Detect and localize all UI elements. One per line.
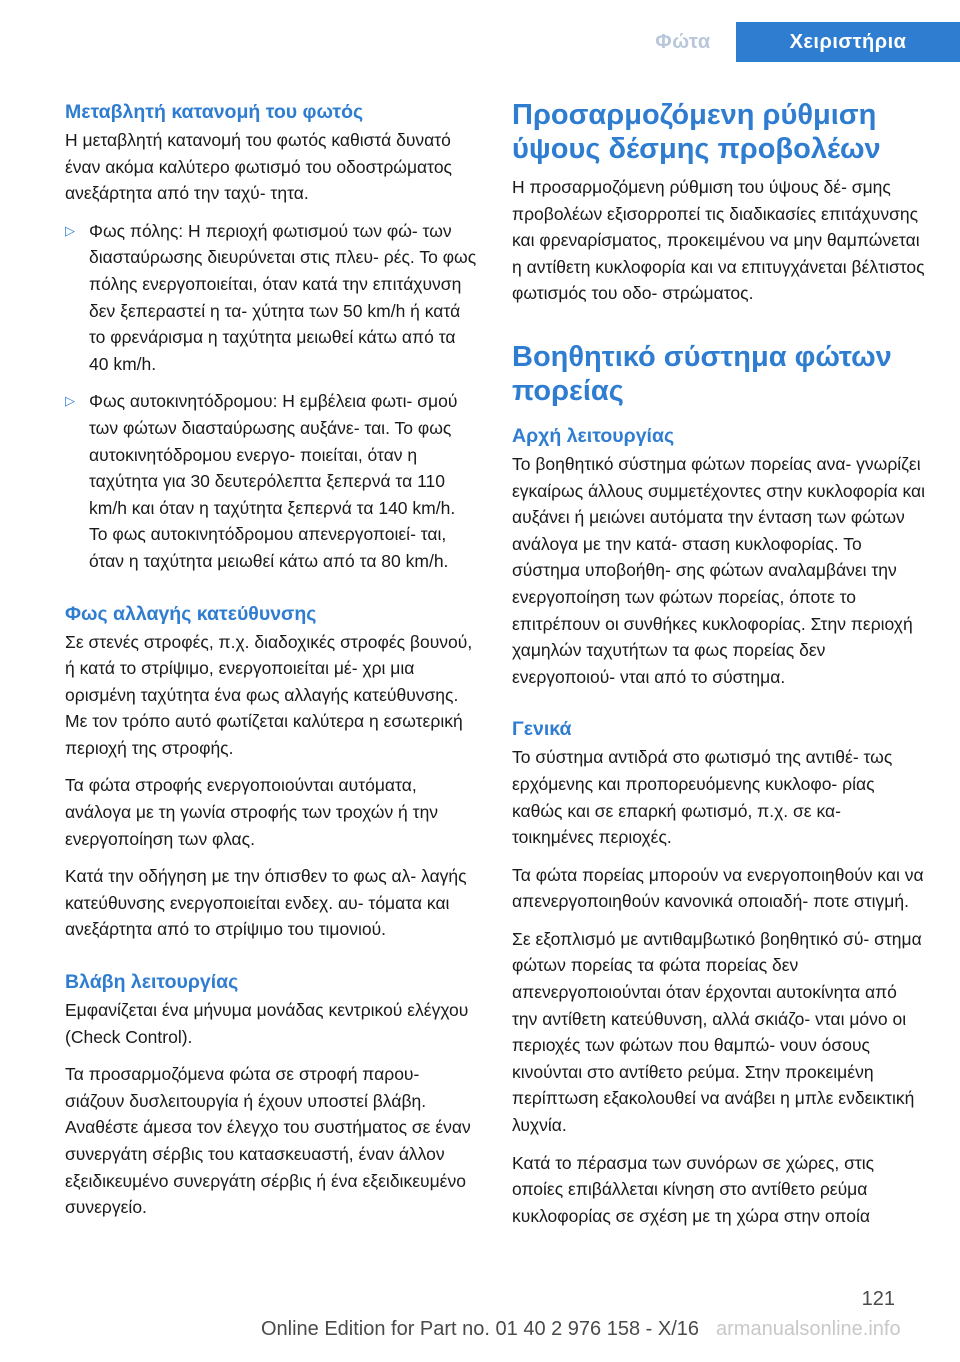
bullet-text: Φως πόλης: Η περιοχή φωτισμού των φώ‐ των διασταύρωσης διευρύνεται στις πλευ‐ ρές. Το φως πόλης ενεργοποιείται, όταν κατά την επιτάχυνση δεν ξεπεραστεί η τα‐ χύτητα των 50 km/h ή κατά το φρενάρισμα η ταχύτητα μειωθεί κάτω από τα 40 km/h. [89,220,477,374]
bullet-text: Φως αυτοκινητόδρομου: Η εμβέλεια φωτι‐ σμού των φώτων διασταύρωσης αυξάνε‐ ται. Το φως αυτοκινητόδρομου ενεργο‐ ποιείται, όταν η ταχύτητα για 30 δευτερόλεπτα ξεπερνά τα 110 km/h και όταν η ταχύτητα ξεπερνά τα 140 km/h. Το φως αυτοκινητόδρομου απενεργοποιεί‐ ται, όταν η ταχύτητα μειωθεί κάτω από τα 80 km/h. [89,391,458,571]
bullet-triangle-icon: ▷ [65,393,75,409]
bullet-city-light [65,218,478,378]
paragraph: Σε εξοπλισμό με αντιθαμβωτικό βοηθητικό σύ‐ στημα φώτων πορείας τα φώτα πορείας δεν απενεργοποιούνται όταν έρχονται αυτοκίνητα από την αντίθετη κατεύθυνση, αλλά σκιάζο‐ νται μόνο οι περιοχές των φώτων που θαμπώ‐ νουν όσους κινούνται στο αντίθετο ρεύμα. Στην προκειμένη περίπτωση εξακολουθεί να ανάβει η μπλε ενδεικτική λυχνία. [512,928,922,1136]
section-title-cornering-light: Φως αλλαγής κατεύθυνσης [65,602,317,625]
section-title-malfunction: Βλάβη λειτουργίας [65,971,239,994]
header-tabs [630,22,960,62]
paragraph: Η προσαρμοζόμενη ρύθμιση του ύψους δέ‐ σμης προβολέων εξισορροπεί τις διαδικασίες επιτάχυνσης και φρεναρίσματος, προκειμένου να μην θαμπώνεται η αντίθετη κυκλοφορία και να επιτυγχάνεται βέλτιστος φωτισμός του οδο‐ στρώματος. [512,177,925,304]
paragraph: Τα προσαρμοζόμενα φώτα σε στροφή παρου‐ σιάζουν δυσλειτουργία ή έχουν υποστεί βλάβη. Αναθέστε άμεσα τον έλεγχο του συστήματος σε έναν συνεργάτη σέρβις του κατασκευαστή, έναν άλλον εξειδικευμένο συνεργάτη σέρβις ή ένα εξειδικευμένο συνεργείο. [65,1064,471,1218]
paragraph: Εμφανίζεται ένα μήνυμα μονάδας κεντρικού ελέγχου (Check Control). [65,1000,469,1047]
edition-footer: Online Edition for Part no. 01 40 2 976 158 - X/16 [260,1318,700,1340]
watermark: armanualsonline.info [716,1318,901,1340]
paragraph: Το βοηθητικό σύστημα φώτων πορείας ανα‐ γνωρίζει εγκαίρως άλλους συμμετέχοντες στην κυκλοφορία και αυξάνει ή μειώνει αυτόματα την ένταση των φώτων ανάλογα με την κατά‐ σταση κυκλοφορίας. Το σύστημα υποβοήθη‐ σης φώτων αναλαμβάνει την ενεργοποίηση των φώτων πορείας, όποτε το επιτρέπουν οι συνθήκες κυκλοφορίας. Στην περιοχή χαμηλών ταχυτήτων τα φως πορείας δεν ενεργοποιού‐ νται από το σύστημα. [512,453,926,687]
page-number: 121 [861,1288,895,1310]
bullet-triangle-icon: ▷ [65,222,75,238]
heading-high-beam-assistant: Βοηθητικό σύστημα φώτων πορείας [512,340,892,407]
paragraph: Κατά την οδήγηση με την όπισθεν το φως αλ‐ λαγής κατεύθυνσης ενεργοποιείται ενδεχ. αυ‐ τόματα και ανεξάρτητα από το στρίψιμο του τιμονιού. [65,866,467,940]
paragraph: Κατά το πέρασμα των συνόρων σε χώρες, στις οποίες επιβάλλεται κίνηση στο αντίθετο ρεύμα κυκλοφορίας σε σχέση με τη χώρα στην οποία [512,1152,875,1226]
tab-controls[interactable]: Χειριστήρια [736,22,960,62]
paragraph: Τα φώτα πορείας μπορούν να ενεργοποιηθούν και να απενεργοποιηθούν κανονικά οποιαδή‐ ποτε στιγμή. [512,864,924,912]
section-title-general: Γενικά [512,718,572,741]
paragraph: Η μεταβλητή κατανομή του φωτός καθιστά δυνατό έναν ακόμα καλύτερο φωτισμό του οδοστρώματος ανεξάρτητα από την ταχύ‐ τητα. [65,130,452,204]
right-column [512,98,927,1240]
bullet-highway-light [65,388,478,574]
paragraph: Τα φώτα στροφής ενεργοποιούνται αυτόματα, ανάλογα με τη γωνία στροφής των τροχών ή την ενεργοποίηση των φλας. [65,775,439,849]
section-title-variable-light: Μεταβλητή κατανομή του φωτός [65,101,364,123]
section-title-principle: Αρχή λειτουργίας [512,424,675,447]
paragraph: Σε στενές στροφές, π.χ. διαδοχικές στροφές βουνού, ή κατά το στρίψιμο, ενεργοποιείται μέ‐ χρι μια ορισμένη ταχύτητα ένα φως αλλαγής κατεύθυνσης. Με τον τρόπο αυτό φωτίζεται καλύτερα η εσωτερική περιοχή της στροφής. [65,631,473,758]
heading-adaptive-headlight-range: Προσαρμοζόμενη ρύθμιση ύψους δέσμης προβολέων [512,99,881,165]
paragraph: Το σύστημα αντιδρά στο φωτισμό της αντιθέ‐ τως ερχόμενης και προπορευόμενης κυκλοφο‐ ρίας καθώς και σε επαρκή φωτισμό, π.χ. σε κα‐ τοικημένες περιοχές. [512,747,893,848]
left-column [65,98,478,1232]
tab-lights[interactable]: Φώτα [655,30,711,53]
